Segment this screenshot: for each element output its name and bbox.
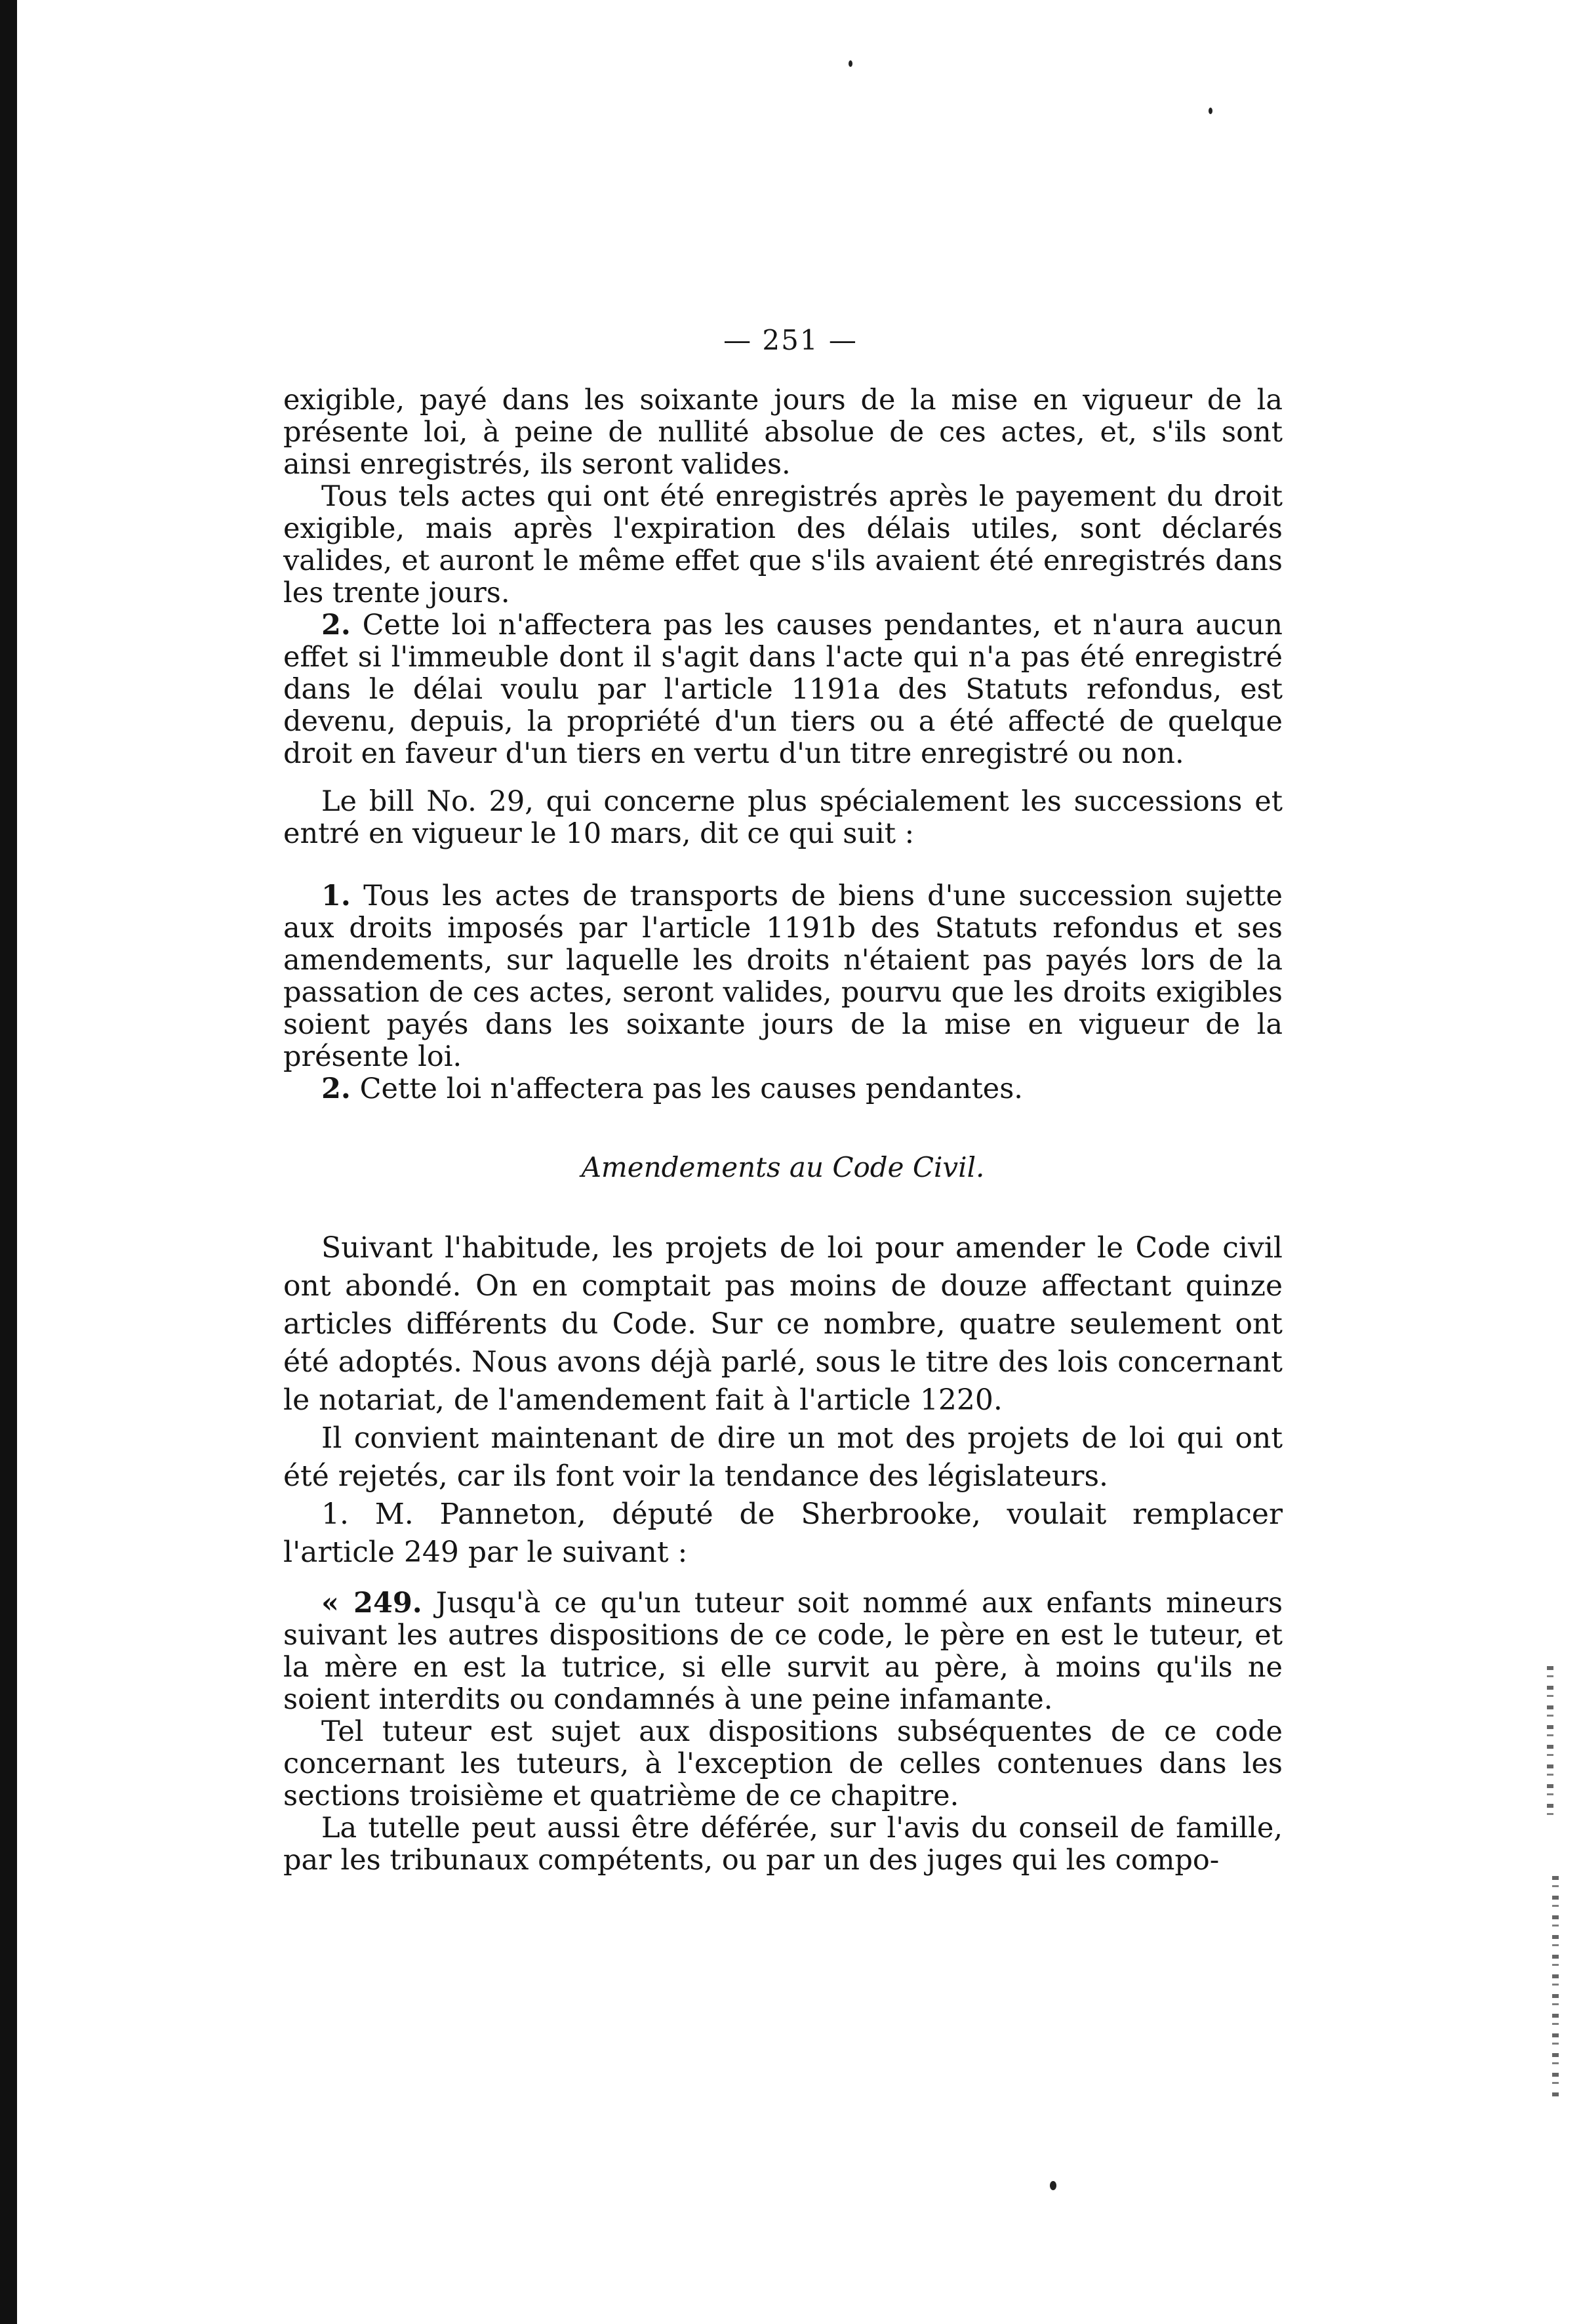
paragraph <box>283 1229 1283 1419</box>
paragraph-text: Le bill No. 29, qui concerne plus spécialement les successions et entré en vigueur le 10 mars, dit ce qui suit : <box>283 785 1283 850</box>
paragraph <box>283 1716 1283 1812</box>
article-number: 1. <box>321 880 351 912</box>
quoted-article-text: Jusqu'à ce qu'un tuteur soit nommé aux enfants mineurs suivant les autres dispositions de ce code, le père en est le tuteur, et la mère en est la tutrice, si elle survit au père, à moins qu'ils ne soient interdits ou condamnés à une peine infamante. <box>283 1587 1283 1716</box>
section-heading: Amendements au Code Civil. <box>581 1151 985 1183</box>
paragraph <box>283 1073 1283 1105</box>
paragraph-text: Tous tels actes qui ont été enregistrés après le payement du droit exigible, mais après l'expiration des délais utiles, sont déclarés valides, et auront le même effet que s'ils avaient été enregistrés dans les trente jours. <box>283 480 1283 609</box>
quoted-article <box>283 1587 1283 1716</box>
scan-edge-noise <box>1552 1876 1559 2099</box>
paragraph <box>283 609 1283 770</box>
paragraph-text: Tous les actes de transports de biens d'une succession sujette aux droits imposés par l'article 1191b des Statuts refondus et ses amendements, sur laquelle les droits n'étaient pas payés lors de la passation de ces actes, seront valides, pourvu que les droits exigibles soient payés dans les soixante jours de la mise en vigueur de la présente loi. <box>283 880 1283 1073</box>
paragraph <box>283 384 1283 481</box>
quoted-article-number: « 249. <box>321 1587 422 1620</box>
scan-speck <box>849 60 852 67</box>
paragraph-text: Suivant l'habitude, les projets de loi pour amender le Code civil ont abondé. On en comptait pas moins de douze affectant quinze articles différents du Code. Sur ce nombre, quatre seulement ont été adoptés. Nous avons déjà parlé, sous le titre des lois concernant le notariat, de l'amendement fait à l'article 1220. <box>283 1231 1283 1417</box>
paragraph <box>283 1419 1283 1496</box>
paragraph <box>283 1812 1283 1877</box>
paragraph <box>283 481 1283 609</box>
scan-edge-noise <box>1547 1666 1553 1817</box>
paragraph <box>283 1496 1283 1572</box>
paragraph <box>283 786 1283 850</box>
article-number: 2. <box>321 609 351 642</box>
scan-speck <box>1209 108 1212 114</box>
paragraph-text: Cette loi n'affectera pas les causes pendantes, et n'aura aucun effet si l'immeuble dont il s'agit dans l'acte qui n'a pas été enregistré dans le délai voulu par l'article 1191a des Statuts refondus, est devenu, depuis, la propriété d'un tiers ou a été affecté de quelque droit en faveur d'un tiers en vertu d'un titre enregistré ou non. <box>283 609 1283 770</box>
page-body <box>283 384 1283 1877</box>
scan-speck <box>1050 2181 1056 2190</box>
paragraph-text: La tutelle peut aussi être déférée, sur l'avis du conseil de famille, par les tribunaux compétents, ou par un des juges qui les compo- <box>283 1812 1283 1877</box>
paragraph-text: Tel tuteur est sujet aux dispositions subséquentes de ce code concernant les tuteurs, à l'exception de celles contenues dans les sections troisième et quatrième de ce chapitre. <box>283 1715 1283 1812</box>
paragraph-text: Cette loi n'affectera pas les causes pendantes. <box>359 1072 1023 1105</box>
paragraph-text: 1. M. Panneton, député de Sherbrooke, voulait remplacer l'article 249 par le suivant : <box>283 1498 1283 1569</box>
article-number: 2. <box>321 1072 351 1105</box>
paragraph-text: Il convient maintenant de dire un mot des projets de loi qui ont été rejetés, car ils font voir la tendance des législateurs. <box>283 1421 1283 1493</box>
page-number: — 251 — <box>723 324 858 356</box>
paragraph-text: exigible, payé dans les soixante jours de la mise en vigueur de la présente loi, à peine de nullité absolue de ces actes, et, s'ils sont ainsi enregistrés, ils seront valides. <box>283 384 1283 481</box>
paragraph <box>283 880 1283 1073</box>
